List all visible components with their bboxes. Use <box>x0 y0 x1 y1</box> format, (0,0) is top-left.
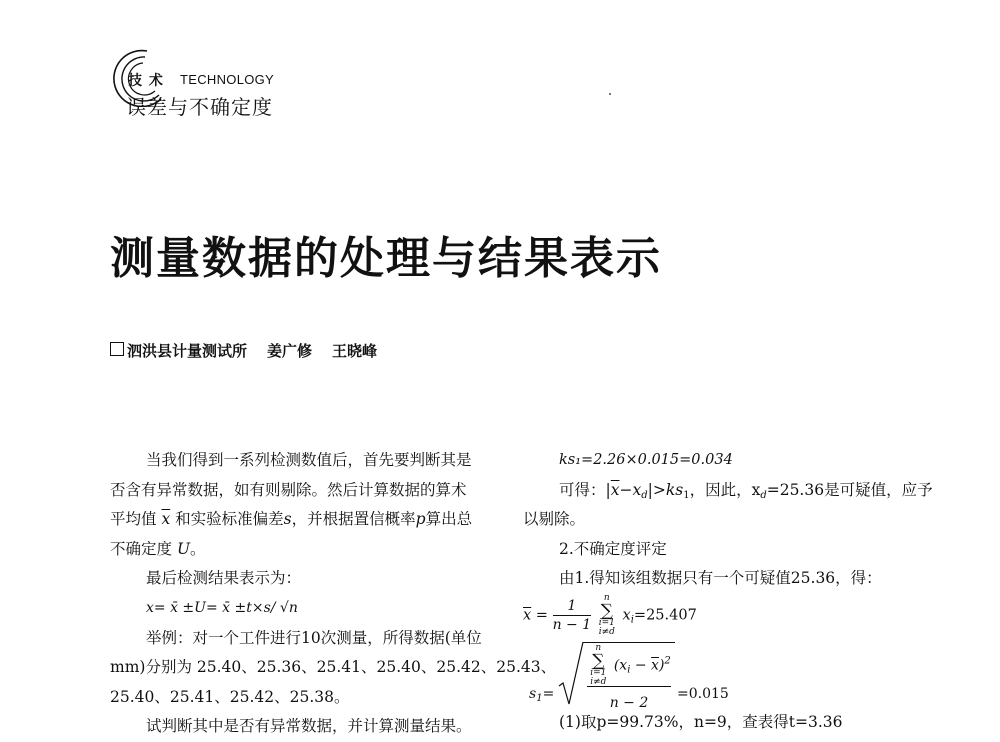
subscript-1: 1 <box>683 489 690 501</box>
text-span: −x <box>619 480 642 499</box>
article-title: 测量数据的处理与结果表示 <box>110 233 662 284</box>
text-span: 可得：| <box>559 480 611 499</box>
paragraph-line: 当我们得到一系列检测数值后，首先要判断其是 <box>146 451 472 469</box>
scan-dot <box>609 93 611 95</box>
text-span: =25.36是可疑值，应予 <box>766 480 933 499</box>
text-span: ，并根据置信概率 <box>291 510 416 529</box>
paragraph-line: 试判断其中是否有异常数据，并计算测量结果。 <box>146 717 472 736</box>
symbol-u: U <box>176 539 191 558</box>
paragraph-line: 最后检测结果表示为： <box>146 569 302 588</box>
text-span: 不确定度 <box>110 539 173 558</box>
byline-author: 王晓峰 <box>332 342 378 360</box>
paragraph-line: mm)分别为 25.40、25.36、25.41、25.40、25.42、25.43、 <box>110 658 557 677</box>
paragraph-line <box>523 476 933 506</box>
result-formula: x= x̄ ±U= x̄ ±t×s/ √n <box>146 599 298 616</box>
text-span: 平均值 <box>110 510 157 529</box>
mean-formula: $\overline{x}$ = $\frac{1}{n - 1}$ n ∑ i=1 i≠d $x_i=25.407$ <box>523 592 697 637</box>
right-column <box>523 446 933 738</box>
paragraph-line: 由1.得知该组数据只有一个可疑值25.36，得： <box>559 569 882 588</box>
ks-formula: ks₁=2.26×0.015=0.034 <box>559 452 733 468</box>
paragraph-line <box>110 505 556 535</box>
subscript-d: d <box>760 489 767 501</box>
symbol-s: s <box>283 510 292 529</box>
symbol-p: p <box>415 510 426 529</box>
subscript-d: d <box>641 489 648 501</box>
text-span: |>ks <box>647 480 684 499</box>
paragraph-line: 否含有异常数据，如有则剔除。然后计算数据的算术 <box>110 480 467 499</box>
sqrt-sign-icon <box>557 640 587 708</box>
paragraph-line: 25.40、25.41、25.42、25.38。 <box>110 687 350 706</box>
mean-symbol: $\overline{x}$ <box>610 480 620 499</box>
paragraph-line: 以剔除。 <box>523 510 586 529</box>
byline <box>110 340 377 361</box>
text-span: 。 <box>190 539 206 558</box>
byline-author: 姜广修 <box>267 342 313 360</box>
text-span: ，因此，x <box>689 480 761 499</box>
s1-result: =0.015 <box>677 685 729 702</box>
s1-formula: $s_1=$ n ∑ i=1 i≠d $(x_i - \overline{x})^2$ n − 2 =0.015 <box>523 640 933 708</box>
byline-box-icon <box>110 342 124 356</box>
header-tag: 技 术 <box>128 73 164 89</box>
header-tag-en: TECHNOLOGY <box>180 72 275 87</box>
paragraph-line <box>110 535 556 565</box>
text-span: 和实验标准偏差 <box>175 510 284 529</box>
byline-org: 泗洪县计量测试所 <box>127 342 248 360</box>
section-heading: 2.不确定度评定 <box>559 539 667 558</box>
left-column <box>110 446 556 742</box>
text-span: 算出总 <box>425 510 473 529</box>
paragraph-line: (1)取p=99.73%，n=9，查表得t=3.36 <box>559 712 843 731</box>
section-title: 误差与不确定度 <box>126 95 273 119</box>
mean-result: =25.407 <box>633 607 697 624</box>
mean-symbol: $\overline{x}$ <box>161 510 171 529</box>
paragraph-line: 举例：对一个工件进行10次测量，所得数据(单位 <box>146 628 482 647</box>
